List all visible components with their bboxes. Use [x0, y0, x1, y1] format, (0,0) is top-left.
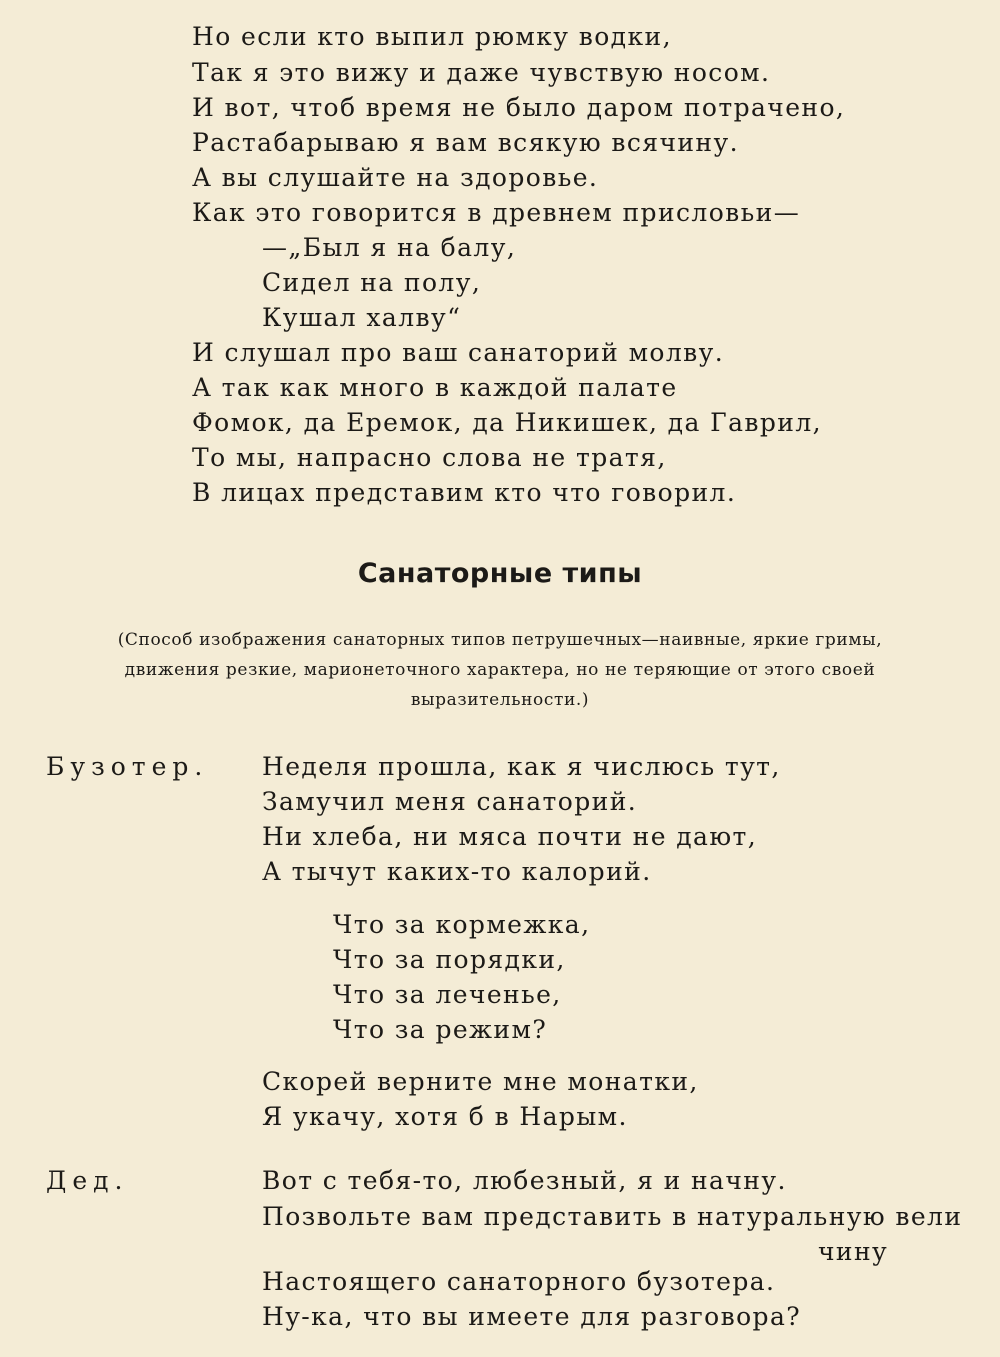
note-line: движения резкие, марионеточного характера, но не теряющие от этого своей [124, 660, 876, 680]
speech-line: Я укачу, хотя б в Нарым. [262, 1102, 628, 1131]
verse-line: Растабарываю я вам всякую всячину. [192, 128, 739, 157]
speech-line: Замучил меня санаторий. [262, 787, 638, 816]
speech-line: Позвольте вам представить в натуральную вели [262, 1202, 963, 1231]
speech-line: Что за кормежка, [333, 910, 591, 939]
section-title: Санаторные типы [357, 558, 643, 589]
verse-line: И вот, чтоб время не было даром потрачено, [192, 93, 846, 122]
verse-line: Сидел на полу, [262, 268, 482, 297]
speech-line: Что за леченье, [333, 980, 562, 1009]
speech-line: Что за порядки, [333, 945, 566, 974]
verse-line: А так как много в каждой палате [192, 373, 678, 402]
speaker-name: Дед. [46, 1166, 129, 1195]
speech-line: Что за режим? [333, 1015, 548, 1044]
speech-line: Ни хлеба, ни мяса почти не дают, [262, 822, 758, 851]
verse-line: И слушал про ваш санаторий молву. [192, 338, 725, 367]
verse-line: Кушал халву“ [262, 303, 462, 332]
verse-line: Так я это вижу и даже чувствую носом. [192, 58, 771, 87]
verse-line: —„Был я на балу, [262, 233, 517, 262]
speech-line: Настоящего санаторного бузотера. [262, 1267, 776, 1296]
speech-line: А тычут каких-то калорий. [262, 857, 652, 886]
verse-line: А вы слушайте на здоровье. [192, 163, 599, 192]
speaker-name: Бузотер. [46, 752, 209, 781]
verse-line: В лицах представим кто что говорил. [192, 478, 737, 507]
note-line: выразительности.) [410, 690, 590, 710]
verse-line: Но если кто выпил рюмку водки, [192, 22, 672, 51]
speech-line: чину [818, 1237, 889, 1266]
note-line: (Способ изображения санаторных типов петрушечных—наивные, яркие гримы, [117, 630, 883, 650]
verse-line: Как это говорится в древнем присловьи— [192, 198, 801, 227]
verse-line: Фомок, да Еремок, да Никишек, да Гаврил, [192, 408, 822, 437]
speech-line: Неделя прошла, как я числюсь тут, [262, 752, 781, 781]
speech-line: Ну-ка, что вы имеете для разговора? [262, 1302, 802, 1331]
speech-line: Скорей верните мне монатки, [262, 1067, 699, 1096]
verse-line: То мы, напрасно слова не тратя, [192, 443, 667, 472]
speech-line: Вот с тебя-то, любезный, я и начну. [262, 1166, 787, 1195]
